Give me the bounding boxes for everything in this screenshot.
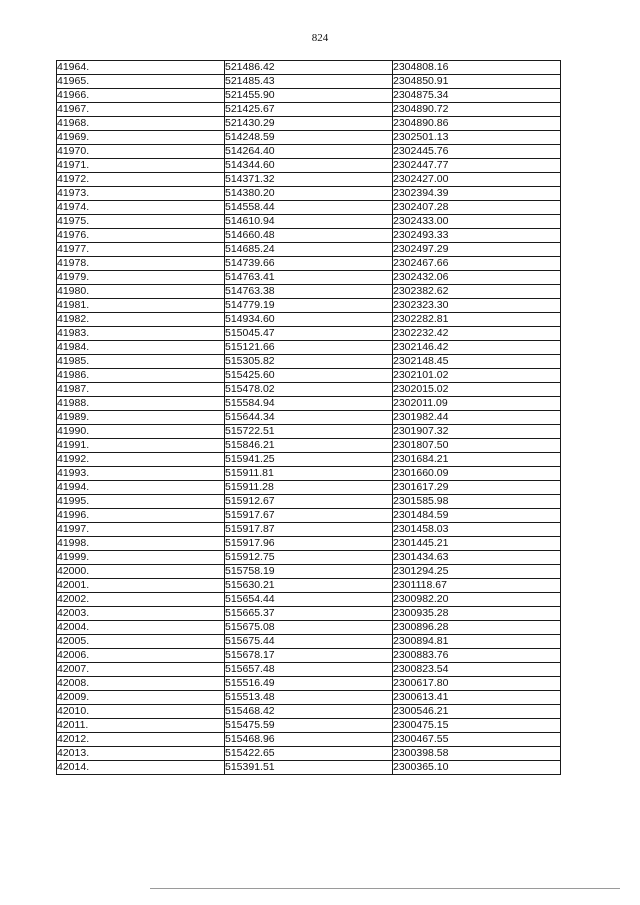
y-coordinate-cell: 2301660.09 xyxy=(393,467,561,481)
y-coordinate-cell: 2300823.54 xyxy=(393,663,561,677)
table-row xyxy=(57,117,561,131)
table-row xyxy=(57,243,561,257)
x-coordinate-cell: 515678.17 xyxy=(225,649,393,663)
point-id-cell: 41983. xyxy=(57,327,225,341)
table-row xyxy=(57,733,561,747)
x-coordinate-cell: 514739.66 xyxy=(225,257,393,271)
table-row xyxy=(57,425,561,439)
table-row xyxy=(57,159,561,173)
y-coordinate-cell: 2301982.44 xyxy=(393,411,561,425)
x-coordinate-cell: 515478.02 xyxy=(225,383,393,397)
point-id-cell: 41985. xyxy=(57,355,225,369)
x-coordinate-cell: 514934.60 xyxy=(225,313,393,327)
y-coordinate-cell: 2304808.16 xyxy=(393,61,561,75)
point-id-cell: 41997. xyxy=(57,523,225,537)
point-id-cell: 41986. xyxy=(57,369,225,383)
x-coordinate-cell: 515468.96 xyxy=(225,733,393,747)
table-row xyxy=(57,593,561,607)
y-coordinate-cell: 2300935.28 xyxy=(393,607,561,621)
x-coordinate-cell: 515912.67 xyxy=(225,495,393,509)
y-coordinate-cell: 2300617.80 xyxy=(393,677,561,691)
x-coordinate-cell: 515912.75 xyxy=(225,551,393,565)
table-row xyxy=(57,467,561,481)
x-coordinate-cell: 515475.59 xyxy=(225,719,393,733)
point-id-cell: 41999. xyxy=(57,551,225,565)
x-coordinate-cell: 515045.47 xyxy=(225,327,393,341)
y-coordinate-cell: 2302015.02 xyxy=(393,383,561,397)
y-coordinate-cell: 2301585.98 xyxy=(393,495,561,509)
point-id-cell: 41987. xyxy=(57,383,225,397)
table-row xyxy=(57,621,561,635)
x-coordinate-cell: 521425.67 xyxy=(225,103,393,117)
x-coordinate-cell: 515665.37 xyxy=(225,607,393,621)
point-id-cell: 41977. xyxy=(57,243,225,257)
table-row xyxy=(57,635,561,649)
x-coordinate-cell: 515675.08 xyxy=(225,621,393,635)
y-coordinate-cell: 2302101.02 xyxy=(393,369,561,383)
point-id-cell: 41967. xyxy=(57,103,225,117)
point-id-cell: 42013. xyxy=(57,747,225,761)
point-id-cell: 41976. xyxy=(57,229,225,243)
table-row xyxy=(57,663,561,677)
y-coordinate-cell: 2301807.50 xyxy=(393,439,561,453)
point-id-cell: 41980. xyxy=(57,285,225,299)
x-coordinate-cell: 514371.32 xyxy=(225,173,393,187)
table-row xyxy=(57,285,561,299)
y-coordinate-cell: 2302432.06 xyxy=(393,271,561,285)
point-id-cell: 42001. xyxy=(57,579,225,593)
point-id-cell: 42007. xyxy=(57,663,225,677)
point-id-cell: 42011. xyxy=(57,719,225,733)
x-coordinate-cell: 514558.44 xyxy=(225,201,393,215)
y-coordinate-cell: 2301684.21 xyxy=(393,453,561,467)
table-row xyxy=(57,257,561,271)
point-id-cell: 41972. xyxy=(57,173,225,187)
x-coordinate-cell: 514380.20 xyxy=(225,187,393,201)
table-row xyxy=(57,131,561,145)
y-coordinate-cell: 2302433.00 xyxy=(393,215,561,229)
y-coordinate-cell: 2304850.91 xyxy=(393,75,561,89)
x-coordinate-cell: 514610.94 xyxy=(225,215,393,229)
x-coordinate-cell: 514344.60 xyxy=(225,159,393,173)
point-id-cell: 41981. xyxy=(57,299,225,313)
table-row xyxy=(57,649,561,663)
point-id-cell: 41988. xyxy=(57,397,225,411)
y-coordinate-cell: 2302467.66 xyxy=(393,257,561,271)
point-id-cell: 42008. xyxy=(57,677,225,691)
table-row xyxy=(57,369,561,383)
y-coordinate-cell: 2302394.39 xyxy=(393,187,561,201)
point-id-cell: 41965. xyxy=(57,75,225,89)
point-id-cell: 42012. xyxy=(57,733,225,747)
point-id-cell: 41969. xyxy=(57,131,225,145)
x-coordinate-cell: 521485.43 xyxy=(225,75,393,89)
x-coordinate-cell: 514685.24 xyxy=(225,243,393,257)
table-row xyxy=(57,397,561,411)
point-id-cell: 42010. xyxy=(57,705,225,719)
y-coordinate-cell: 2302501.13 xyxy=(393,131,561,145)
point-id-cell: 41970. xyxy=(57,145,225,159)
point-id-cell: 41994. xyxy=(57,481,225,495)
y-coordinate-cell: 2300894.81 xyxy=(393,635,561,649)
x-coordinate-cell: 514660.48 xyxy=(225,229,393,243)
point-id-cell: 41998. xyxy=(57,537,225,551)
table-row xyxy=(57,719,561,733)
y-coordinate-cell: 2301294.25 xyxy=(393,565,561,579)
y-coordinate-cell: 2302148.45 xyxy=(393,355,561,369)
y-coordinate-cell: 2300883.76 xyxy=(393,649,561,663)
table-row xyxy=(57,761,561,775)
point-id-cell: 41973. xyxy=(57,187,225,201)
y-coordinate-cell: 2301617.29 xyxy=(393,481,561,495)
y-coordinate-cell: 2302282.81 xyxy=(393,313,561,327)
table-row xyxy=(57,355,561,369)
table-row xyxy=(57,229,561,243)
y-coordinate-cell: 2302427.00 xyxy=(393,173,561,187)
x-coordinate-cell: 515911.81 xyxy=(225,467,393,481)
x-coordinate-cell: 515630.21 xyxy=(225,579,393,593)
point-id-cell: 41971. xyxy=(57,159,225,173)
x-coordinate-cell: 515121.66 xyxy=(225,341,393,355)
y-coordinate-cell: 2301445.21 xyxy=(393,537,561,551)
y-coordinate-cell: 2302447.77 xyxy=(393,159,561,173)
x-coordinate-cell: 514248.59 xyxy=(225,131,393,145)
x-coordinate-cell: 515911.28 xyxy=(225,481,393,495)
table-row xyxy=(57,537,561,551)
y-coordinate-cell: 2302232.42 xyxy=(393,327,561,341)
point-id-cell: 42003. xyxy=(57,607,225,621)
point-id-cell: 42002. xyxy=(57,593,225,607)
x-coordinate-cell: 515846.21 xyxy=(225,439,393,453)
y-coordinate-cell: 2302382.62 xyxy=(393,285,561,299)
x-coordinate-cell: 514779.19 xyxy=(225,299,393,313)
y-coordinate-cell: 2302407.28 xyxy=(393,201,561,215)
point-id-cell: 42006. xyxy=(57,649,225,663)
point-id-cell: 41991. xyxy=(57,439,225,453)
point-id-cell: 41982. xyxy=(57,313,225,327)
x-coordinate-cell: 514763.41 xyxy=(225,271,393,285)
x-coordinate-cell: 515422.65 xyxy=(225,747,393,761)
x-coordinate-cell: 515657.48 xyxy=(225,663,393,677)
y-coordinate-cell: 2304875.34 xyxy=(393,89,561,103)
x-coordinate-cell: 515391.51 xyxy=(225,761,393,775)
table-row xyxy=(57,201,561,215)
point-id-cell: 41978. xyxy=(57,257,225,271)
y-coordinate-cell: 2304890.72 xyxy=(393,103,561,117)
table-row xyxy=(57,103,561,117)
y-coordinate-cell: 2301118.67 xyxy=(393,579,561,593)
table-row xyxy=(57,61,561,75)
x-coordinate-cell: 515675.44 xyxy=(225,635,393,649)
y-coordinate-cell: 2302445.76 xyxy=(393,145,561,159)
x-coordinate-cell: 515644.34 xyxy=(225,411,393,425)
point-id-cell: 41996. xyxy=(57,509,225,523)
x-coordinate-cell: 515917.67 xyxy=(225,509,393,523)
coordinates-table-body xyxy=(57,61,561,775)
point-id-cell: 41968. xyxy=(57,117,225,131)
table-row xyxy=(57,173,561,187)
point-id-cell: 41975. xyxy=(57,215,225,229)
table-row xyxy=(57,299,561,313)
table-row xyxy=(57,551,561,565)
x-coordinate-cell: 515758.19 xyxy=(225,565,393,579)
coordinates-table xyxy=(56,60,561,775)
y-coordinate-cell: 2300365.10 xyxy=(393,761,561,775)
table-row xyxy=(57,271,561,285)
table-row xyxy=(57,705,561,719)
y-coordinate-cell: 2300475.15 xyxy=(393,719,561,733)
x-coordinate-cell: 515917.96 xyxy=(225,537,393,551)
x-coordinate-cell: 514763.38 xyxy=(225,285,393,299)
y-coordinate-cell: 2300982.20 xyxy=(393,593,561,607)
x-coordinate-cell: 514264.40 xyxy=(225,145,393,159)
table-row xyxy=(57,747,561,761)
y-coordinate-cell: 2302011.09 xyxy=(393,397,561,411)
table-row xyxy=(57,411,561,425)
y-coordinate-cell: 2304890.86 xyxy=(393,117,561,131)
table-row xyxy=(57,215,561,229)
y-coordinate-cell: 2300546.21 xyxy=(393,705,561,719)
point-id-cell: 42009. xyxy=(57,691,225,705)
table-row xyxy=(57,313,561,327)
point-id-cell: 42005. xyxy=(57,635,225,649)
x-coordinate-cell: 521455.90 xyxy=(225,89,393,103)
y-coordinate-cell: 2302323.30 xyxy=(393,299,561,313)
table-row xyxy=(57,453,561,467)
table-row xyxy=(57,75,561,89)
x-coordinate-cell: 515584.94 xyxy=(225,397,393,411)
table-row xyxy=(57,383,561,397)
y-coordinate-cell: 2300896.28 xyxy=(393,621,561,635)
point-id-cell: 41992. xyxy=(57,453,225,467)
y-coordinate-cell: 2300398.58 xyxy=(393,747,561,761)
table-row xyxy=(57,495,561,509)
point-id-cell: 41989. xyxy=(57,411,225,425)
y-coordinate-cell: 2301907.32 xyxy=(393,425,561,439)
point-id-cell: 41984. xyxy=(57,341,225,355)
table-row xyxy=(57,607,561,621)
x-coordinate-cell: 515941.25 xyxy=(225,453,393,467)
page-number: 824 xyxy=(311,32,329,44)
y-coordinate-cell: 2301484.59 xyxy=(393,509,561,523)
x-coordinate-cell: 515654.44 xyxy=(225,593,393,607)
table-row xyxy=(57,509,561,523)
x-coordinate-cell: 521486.42 xyxy=(225,61,393,75)
scan-edge-line xyxy=(150,888,620,889)
point-id-cell: 42004. xyxy=(57,621,225,635)
table-row xyxy=(57,579,561,593)
y-coordinate-cell: 2301458.03 xyxy=(393,523,561,537)
y-coordinate-cell: 2300467.55 xyxy=(393,733,561,747)
table-row xyxy=(57,481,561,495)
table-row xyxy=(57,523,561,537)
point-id-cell: 41974. xyxy=(57,201,225,215)
point-id-cell: 42000. xyxy=(57,565,225,579)
y-coordinate-cell: 2300613.41 xyxy=(393,691,561,705)
point-id-cell: 41993. xyxy=(57,467,225,481)
x-coordinate-cell: 521430.29 xyxy=(225,117,393,131)
x-coordinate-cell: 515722.51 xyxy=(225,425,393,439)
x-coordinate-cell: 515305.82 xyxy=(225,355,393,369)
table-row xyxy=(57,89,561,103)
table-row xyxy=(57,187,561,201)
x-coordinate-cell: 515917.87 xyxy=(225,523,393,537)
point-id-cell: 42014. xyxy=(57,761,225,775)
x-coordinate-cell: 515516.49 xyxy=(225,677,393,691)
table-row xyxy=(57,341,561,355)
table-row xyxy=(57,565,561,579)
point-id-cell: 41995. xyxy=(57,495,225,509)
table-row xyxy=(57,327,561,341)
table-row xyxy=(57,439,561,453)
table-row xyxy=(57,145,561,159)
table-row xyxy=(57,691,561,705)
table-row xyxy=(57,677,561,691)
y-coordinate-cell: 2302146.42 xyxy=(393,341,561,355)
y-coordinate-cell: 2302493.33 xyxy=(393,229,561,243)
point-id-cell: 41979. xyxy=(57,271,225,285)
x-coordinate-cell: 515468.42 xyxy=(225,705,393,719)
y-coordinate-cell: 2302497.29 xyxy=(393,243,561,257)
point-id-cell: 41964. xyxy=(57,61,225,75)
point-id-cell: 41966. xyxy=(57,89,225,103)
y-coordinate-cell: 2301434.63 xyxy=(393,551,561,565)
point-id-cell: 41990. xyxy=(57,425,225,439)
x-coordinate-cell: 515513.48 xyxy=(225,691,393,705)
x-coordinate-cell: 515425.60 xyxy=(225,369,393,383)
